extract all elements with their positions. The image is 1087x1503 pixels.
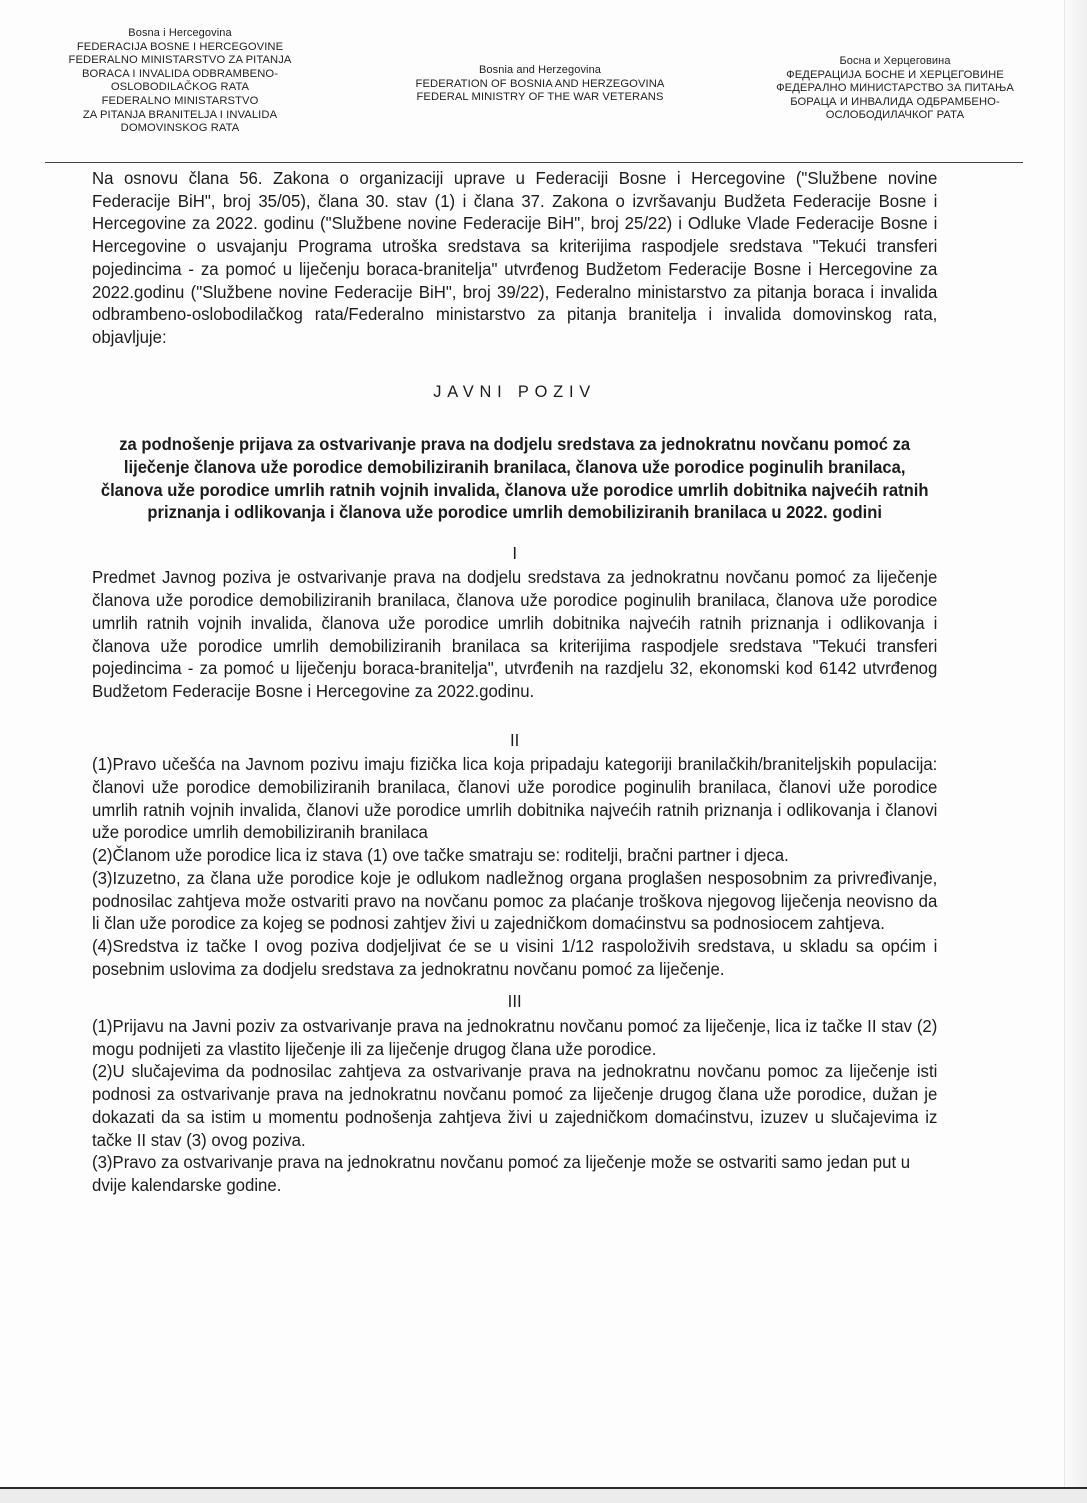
header-line: FEDERAL MINISTRY OF THE WAR VETERANS	[416, 91, 664, 104]
header-line: FEDERALNO MINISTARSTVO ZA PITANJA	[68, 54, 292, 67]
scan-page-edge	[1064, 0, 1087, 1503]
header-bosnian-latin	[50, 27, 310, 136]
section-number: III	[507, 991, 522, 1012]
header-line: ZA PITANJA BRANITELJA I INVALIDA	[82, 108, 278, 121]
header-line: DOMOVINSKOG RATA	[120, 122, 240, 135]
section-paragraph: (2)Članom uže porodice lica iz stava (1) ove tačke smatraju se: roditelji, bračni partner i djeca.	[92, 845, 789, 866]
document-body	[92, 167, 937, 1197]
header-line: FEDERALNO MINISTARSTVO	[101, 94, 259, 107]
header-line: ОСЛОБОДИЛАЧКОГ РАТА	[825, 109, 965, 122]
header-line: БОРАЦА И ИНВАЛИДА ОДБРАМБЕНО-	[790, 95, 1000, 108]
header-line: BORACA I INVALIDA ODBRAMBENO-	[81, 67, 279, 80]
header-cyrillic	[740, 55, 1050, 123]
section-paragraph: (3)Pravo za ostvarivanje prava na jednokratnu novčanu pomoć za liječenje može se ostvariti samo jedan put u dvije kalendarske godine.	[92, 1152, 911, 1195]
document-title: JAVNI POZIV	[433, 381, 597, 401]
header-line: ФЕДЕРАЛНО МИНИСТАРСТВО ЗА ПИТАЊА	[776, 82, 1014, 95]
header-country: Босна и Херцеговина	[839, 55, 951, 67]
scan-bottom-edge	[0, 1487, 1087, 1503]
section-paragraph: (4)Sredstva iz tačke I ovog poziva dodjeljivat će se u visini 1/12 raspoloživih sredstava, u skladu sa općim i posebnim uslovima za dodjelu sredstava za jednokratnu novčanu pomoć za liječenje.	[92, 935, 938, 979]
section-paragraph: (1)Pravo učešća na Javnom pozivu imaju fizička lica koja pripadaju kategoriji branilačkih/braniteljskih populacija: članovi uže porodice demobiliziranih branilaca, članovi uže porodice poginulih branilaca, članovi uže porodice umrlih ratnih vojnih invalida, članovi uže porodice umrlih dobitnika najvećih ratnih priznanja i odlikovanja i članovi uže porodice umrlih demobiliziranih branilaca	[92, 754, 938, 843]
header-line: OSLOBODILAČKOG RATA	[110, 81, 250, 94]
section-paragraph: (1)Prijavu na Javni poziv za ostvarivanje prava na jednokratnu novčanu pomoć za liječenje, lica iz tačke II stav (2) mogu podnijeti za vlastito liječenje ili za liječenje drugog člana uže porodice.	[92, 1016, 938, 1059]
document-subtitle: za podnošenje prijava za ostvarivanje prava na dodjelu sredstava za jednokratnu novčanu pomoć za liječenje članova uže porodice demobiliziranih branilaca, članova uže porodice poginulih branilaca, članova uže porodice umrlih ratnih vojnih invalida, članova uže porodice umrlih dobitnika najvećih ratnih priznanja i odlikovanja i članova uže porodice umrlih demobiliziranih branilaca u 2022. godini	[100, 434, 929, 523]
header-english	[375, 64, 705, 105]
section-paragraph: Predmet Javnog poziva je ostvarivanje prava na dodjelu sredstava za jednokratnu novčanu pomoć za liječenje članova uže porodice demobiliziranih branilaca, članova uže porodice poginulih branilaca, članova uže porodice umrlih ratnih vojnih invalida, članova uže porodice umrlih dobitnika najvećih ratnih priznanja i odlikovanja i članova uže porodice umrlih demobiliziranih branilaca sa kriterijima raspodjele sredstava "Tekući transferi pojedincima - za pomoć u liječenju boraca-branitelja", utvrđenih na razdjelu 32, ekonomski kod 6142 utvrđenog Budžetom Federacije Bosne i Hercegovine za 2022.godinu.	[92, 567, 938, 701]
intro-paragraph: Na osnovu člana 56. Zakona o organizaciji uprave u Federaciji Bosne i Hercegovine ("Službene novine Federacije BiH", broj 35/05), člana 30. stav (1) i člana 37. Zakona o izvršavanju Budžeta Federacije Bosne i Hercegovine za 2022. godinu ("Službene novine Federacije BiH", broj 25/22) i Odluke Vlade Federacije Bosne i Hercegovine o usvajanju Programa utroška sredstava sa kriterijima raspodjele sredstava "Tekući transferi pojedincima - za pomoć u liječenju boraca-branitelja" utvrđenog Budžetom Federacije Bosne i Hercegovine za 2022.godinu ("Službene novine Federacije BiH", broj 39/22), Federalno ministarstvo za pitanja boraca i invalida odbrambeno-oslobodilačkog rata/Federalno ministarstvo za pitanja branitelja i invalida domovinskog rata, objavljuje:	[92, 168, 938, 347]
section-paragraph: (3)Izuzetno, za člana uže porodice koje je odlukom nadležnog organa proglašen nesposobnim za privređivanje, podnosilac zahtjeva može ostvariti pravo na novčanu pomoc za plaćanje troškova njegovog liječenja neovisno da li član uže porodice za kojeg se podnosi zahtjev živi u zajedničkom domaćinstvu sa podnosiocem zahtjeva.	[92, 867, 938, 934]
header-divider	[45, 162, 1023, 163]
header-line: ФЕДЕРАЦИЈА БОСНЕ И ХЕРЦЕГОВИНЕ	[786, 68, 1004, 81]
header-line: FEDERATION OF BOSNIA AND HERZEGOVINA	[415, 77, 665, 90]
header-country: Bosnia and Herzegovina	[478, 64, 602, 76]
section-number: II	[509, 729, 520, 750]
section-paragraph: (2)U slučajevima da podnosilac zahtjeva za ostvarivanje prava na jednokratnu novčanu pomoc za liječenje isti podnosi za ostvarivanje prava na jednokratnu novčanu pomoć za liječenje drugog člana uže porodice, dužan je dokazati da sa istim u momentu podnošenja zahtjeva živi u zajedničkom domaćinstvu, izuzev u slučajevima iz tačke II stav (3) ovog poziva.	[92, 1061, 938, 1150]
header-line: FEDERACIJA BOSNE I HERCEGOVINE	[76, 40, 284, 53]
header-country: Bosna i Hercegovina	[128, 27, 232, 39]
section-number: I	[512, 542, 518, 563]
